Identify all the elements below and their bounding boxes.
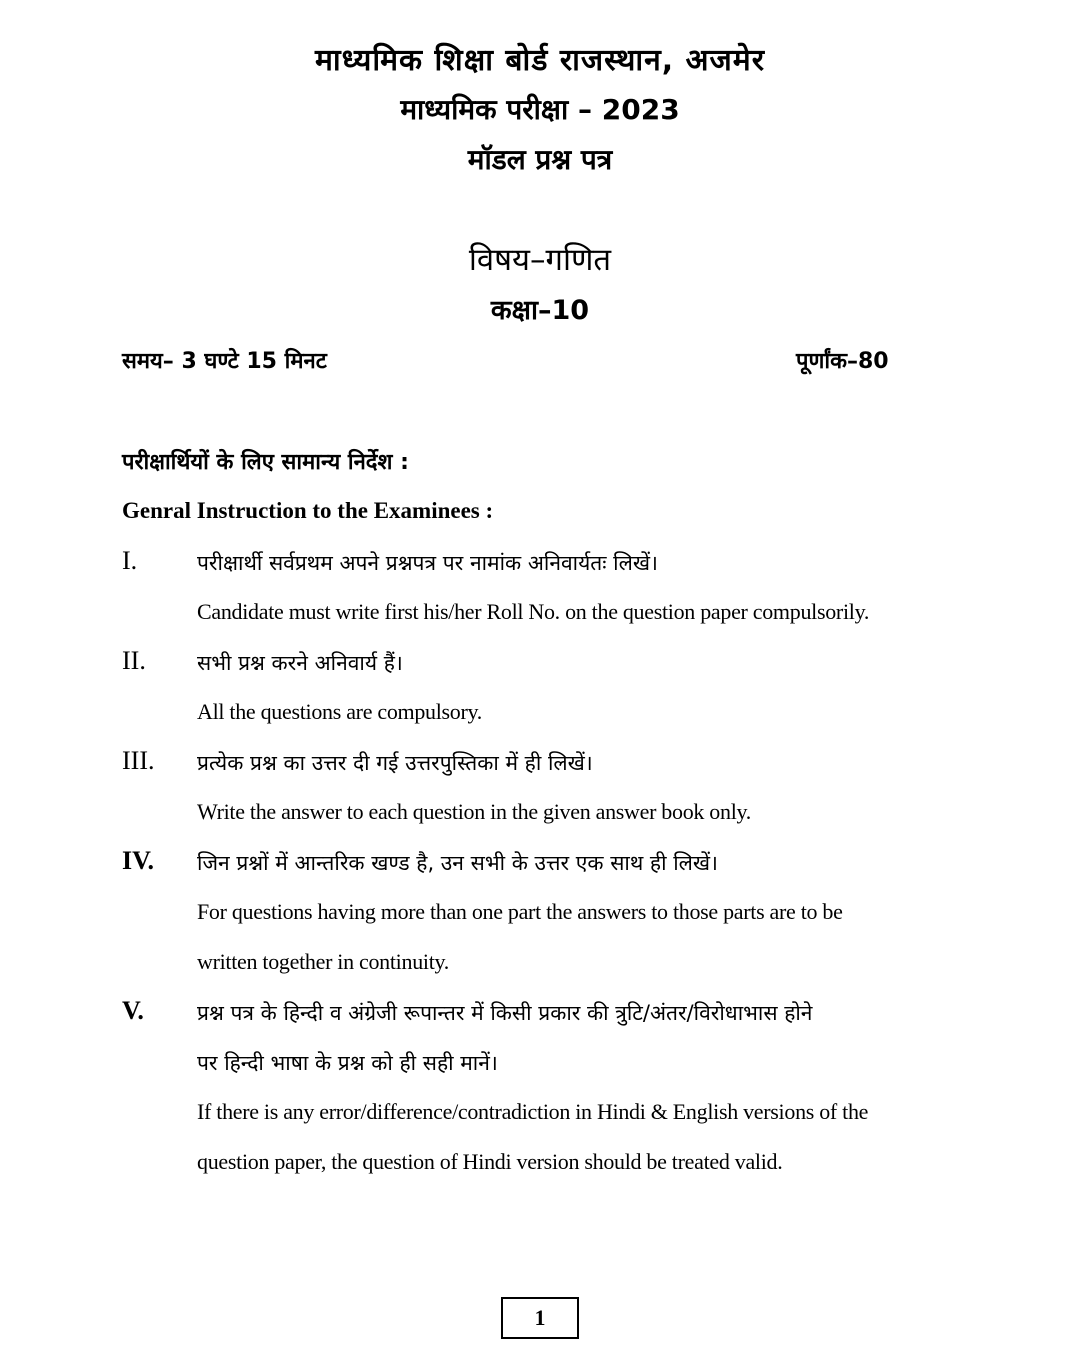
instruction-english: For questions having more than one part the answers to those parts are to be	[197, 899, 843, 924]
instruction-english-continued: written together in continuity.	[197, 949, 449, 974]
instruction-number: I.	[122, 546, 138, 575]
exam-duration: समय– 3 घण्टे 15 मिनट	[122, 349, 327, 374]
page-number-box	[501, 1297, 579, 1339]
instructions-heading-english: Genral Instruction to the Examinees :	[122, 498, 494, 523]
instruction-number: III.	[122, 746, 155, 775]
instruction-number: V.	[122, 996, 144, 1025]
instruction-english-continued: question paper, the question of Hindi version should be treated valid.	[197, 1149, 783, 1174]
instruction-number: II.	[122, 646, 146, 675]
instruction-english: Candidate must write first his/her Roll No. on the question paper compulsorily.	[197, 599, 870, 624]
instruction-hindi: प्रत्येक प्रश्न का उत्तर दी गई उत्तरपुस्तिका में ही लिखें।	[197, 751, 593, 775]
instruction-hindi-continued: पर हिन्दी भाषा के प्रश्न को ही सही मानें।	[197, 1051, 498, 1075]
instruction-english: All the questions are compulsory.	[197, 699, 483, 724]
exam-title: माध्यमिक परीक्षा – 2023	[400, 93, 680, 126]
class-heading: कक्षा–10	[490, 295, 590, 326]
page-number: 1	[534, 1305, 546, 1330]
instruction-hindi: परीक्षार्थी सर्वप्रथम अपने प्रश्नपत्र पर नामांक अनिवार्यतः लिखें।	[197, 551, 658, 575]
board-title: माध्यमिक शिक्षा बोर्ड राजस्थान, अजमेर	[314, 43, 766, 78]
paper-title: मॉडल प्रश्न पत्र	[467, 143, 613, 176]
instructions-heading-hindi: परीक्षार्थियों के लिए सामान्य निर्देश :	[122, 450, 409, 475]
instruction-hindi: प्रश्न पत्र के हिन्दी व अंग्रेजी रूपान्तर में किसी प्रकार की त्रुटि/अंतर/विरोधाभास होने	[197, 1001, 813, 1025]
max-marks: पूर्णांक–80	[796, 349, 889, 374]
instruction-number: IV.	[122, 846, 155, 875]
instruction-english: If there is any error/difference/contradiction in Hindi & English versions of the	[197, 1099, 869, 1124]
subject-heading: विषय–गणित	[468, 242, 612, 278]
instruction-hindi: सभी प्रश्न करने अनिवार्य हैं।	[197, 651, 403, 675]
instruction-english: Write the answer to each question in the given answer book only.	[197, 799, 751, 824]
instruction-hindi: जिन प्रश्नों में आन्तरिक खण्ड है, उन सभी के उत्तर एक साथ ही लिखें।	[197, 851, 719, 875]
